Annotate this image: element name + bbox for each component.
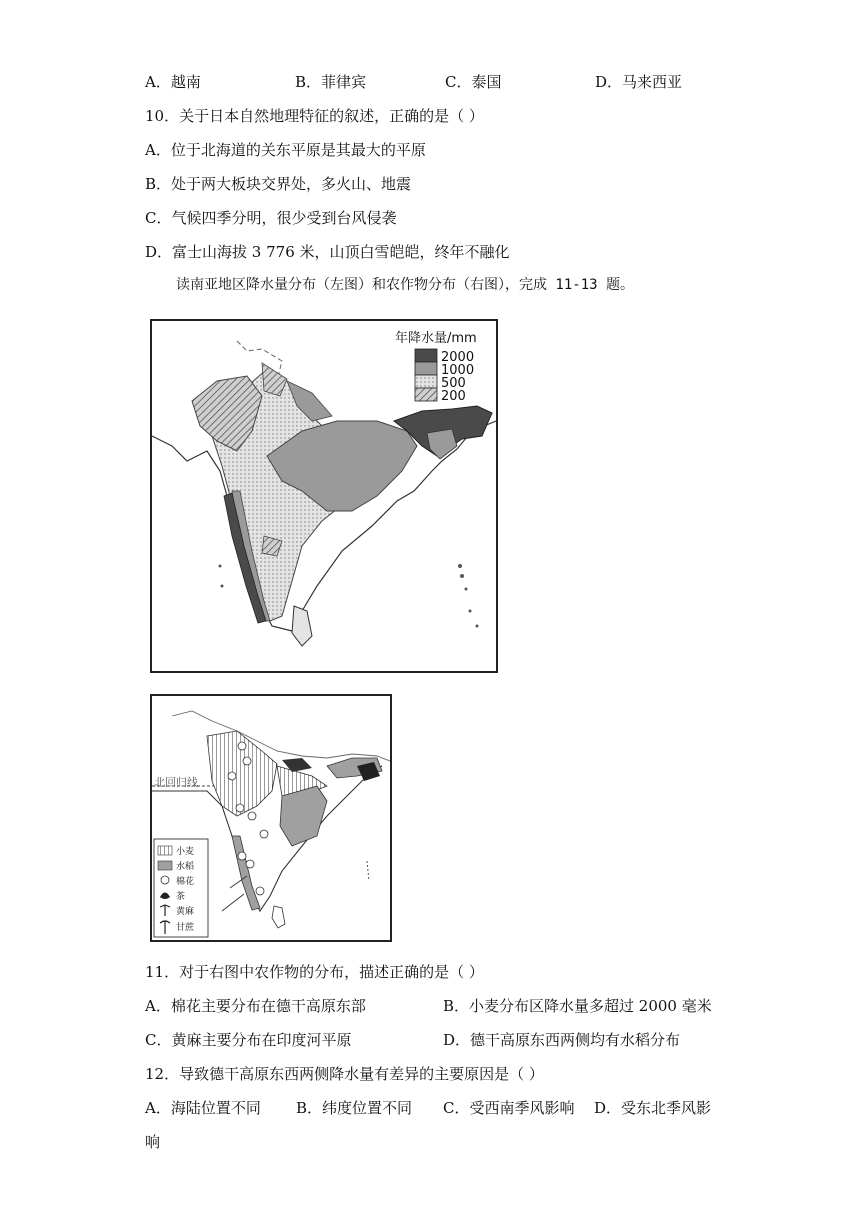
- legend-swatch-500: [415, 375, 437, 388]
- crop-map-graphic: [152, 696, 390, 940]
- q9-option-d: D．马来西亚: [595, 73, 683, 91]
- q11-option-b: B．小麦分布区降水量多超过 2000 毫米: [443, 997, 712, 1015]
- q12-option-a: A．海陆位置不同: [145, 1099, 261, 1117]
- q12-option-c: C．受西南季风影响: [443, 1099, 575, 1117]
- rainfall-map-graphic: [152, 321, 496, 671]
- q9-option-b: B．菲律宾: [295, 73, 367, 91]
- legend-swatch-1000: [415, 362, 437, 375]
- tropic-label: 北回归线: [154, 776, 198, 789]
- legend-cotton-label: 棉花: [176, 877, 195, 887]
- legend-jute-label: 黄麻: [176, 907, 195, 917]
- q12-option-d: D．受东北季风影: [594, 1099, 712, 1117]
- legend-wheat-swatch: [158, 846, 172, 855]
- legend-label-2000: 2000: [441, 350, 475, 365]
- q10-option-c: C．气候四季分明，很少受到台风侵袭: [145, 209, 397, 227]
- legend-rice-swatch: [158, 861, 172, 870]
- q11-option-c: C．黄麻主要分布在印度河平原: [145, 1031, 352, 1049]
- maps-intro: 读南亚地区降水量分布（左图）和农作物分布（右图），完成 11-13 题。: [176, 277, 634, 293]
- legend-label-500: 500: [441, 376, 466, 391]
- legend-label-200: 200: [441, 389, 466, 404]
- legend-sugarcane-label: 甘蔗: [176, 923, 195, 933]
- rainfall-map: [150, 319, 498, 673]
- rainfall-legend-title: 年降水量/mm: [395, 331, 477, 346]
- legend-label-1000: 1000: [441, 363, 475, 378]
- q10-option-b: B．处于两大板块交界处，多火山、地震: [145, 175, 412, 193]
- legend-swatch-200: [415, 388, 437, 401]
- legend-rice-label: 水稻: [176, 862, 195, 872]
- q11-option-d: D．德干高原东西两侧均有水稻分布: [443, 1031, 681, 1049]
- legend-tea-label: 茶: [176, 892, 186, 902]
- crop-map: [150, 694, 392, 942]
- q11-stem: 11．对于右图中农作物的分布，描述正确的是（ ）: [145, 963, 484, 981]
- q12-option-b: B．纬度位置不同: [296, 1099, 413, 1117]
- q10-option-a: A．位于北海道的关东平原是其最大的平原: [145, 141, 426, 159]
- q12-stem: 12．导致德干高原东西两侧降水量有差异的主要原因是（ ）: [145, 1065, 544, 1083]
- q9-option-a: A．越南: [145, 73, 201, 91]
- q12-option-d-wrap: 响: [145, 1133, 161, 1151]
- q10-stem: 10．关于日本自然地理特征的叙述，正确的是（ ）: [145, 107, 484, 125]
- legend-swatch-2000: [415, 349, 437, 362]
- q10-option-d: D．富士山海拔 3 776 米，山顶白雪皑皑，终年不融化: [145, 243, 510, 261]
- cotton-icon: [161, 876, 169, 884]
- q11-option-a: A．棉花主要分布在德干高原东部: [145, 997, 366, 1015]
- q9-option-c: C．泰国: [445, 73, 502, 91]
- legend-wheat-label: 小麦: [176, 847, 195, 857]
